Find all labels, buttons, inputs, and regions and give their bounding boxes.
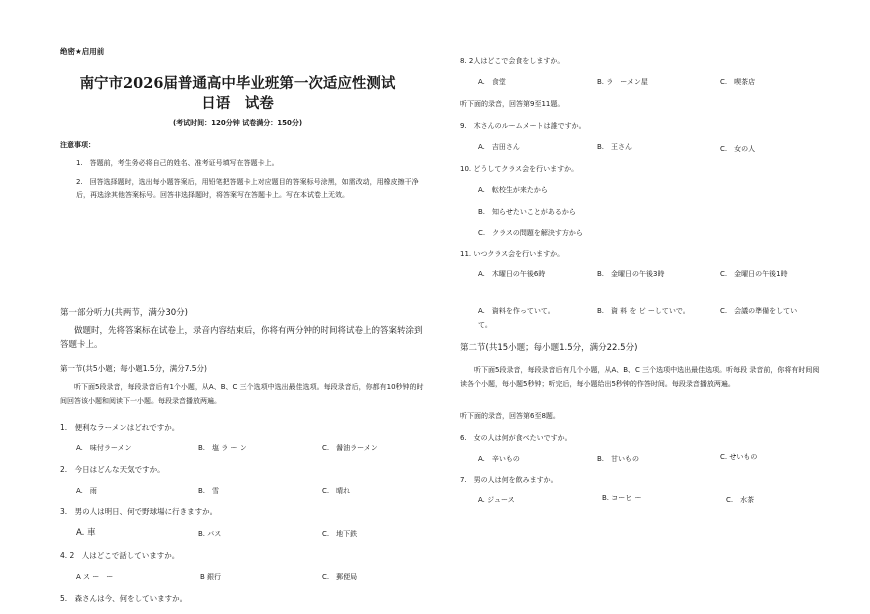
option-a: A. ジュース <box>478 496 515 504</box>
question-text: 5. 森さんは今、何をしていますか。 <box>60 594 188 603</box>
section2-heading: 第二节(共15小题；每小题1.5分，满分22.5分) <box>460 343 638 353</box>
option-c: C. 水茶 <box>726 496 755 504</box>
option-b: B. 知らせたいことがあるから <box>478 208 576 216</box>
option-b: B. 甘いもの <box>597 455 640 463</box>
option-c: C. 会議の準備をしてい <box>720 307 798 315</box>
option-a: A. 木曜日の午後6時 <box>478 270 546 278</box>
option-b: B. 金曜日の午後3時 <box>597 270 665 278</box>
question-text: 2. 今日はどんな天気ですか。 <box>60 465 165 474</box>
question-text: 9. 木さんのルームメートは誰ですか。 <box>460 122 586 130</box>
question-text: 1. 便利なラーメンはどれですか。 <box>60 423 180 432</box>
option-a: A. 資料を作っていて。 <box>478 307 555 315</box>
option-b: B. ラ ーメン屋 <box>597 78 648 86</box>
section1-description: 听下面5段录音，每段录音后有1个小题，从A、B、C 三个选项中选出最佳选项。每段录音后，你都有10秒钟的时间回答该小题和阅读下一小题。每段录音播放两遍。 <box>60 383 424 405</box>
exam-title: 南宁市2026届普通高中毕业班第一次适应性测试 <box>79 75 396 92</box>
option-b: B 銀行 <box>200 573 222 581</box>
option-c: C. 晴れ <box>322 487 351 495</box>
question-text: 3. 男の人は明日、何で野球場に行きますか。 <box>60 507 218 516</box>
option-a: A. 雨 <box>76 487 97 495</box>
option-a: A. 味付ラーメン <box>76 444 132 452</box>
option-a: A. 車 <box>76 528 96 538</box>
exam-info: (考试时间：120分钟 试卷满分：150分) <box>172 119 303 127</box>
confidential-mark: 绝密★启用前 <box>60 47 105 56</box>
part1-description: 做题时，先将答案标在试卷上，录音内容结束后，你将有两分钟的时间将试卷上的答案转涂到答题卡上。 <box>60 326 423 350</box>
question-text: 4. 2 人はどこで話していますか。 <box>60 551 180 560</box>
question-text: 8. 2人はどこで会食をしますか。 <box>460 57 565 65</box>
option-b: B. 資 料 を ビ ーしていで。 <box>597 307 690 315</box>
listen-instruction-9-11: 听下面的录音，回答第9至11题。 <box>460 100 565 108</box>
note-1: 1. 答题前，考生务必将自己的姓名、准考证号填写在答题卡上。 <box>76 159 279 167</box>
option-c: C. 女の人 <box>720 145 756 153</box>
option-a: A. 転校生が来たから <box>478 186 548 194</box>
question-text: 6. 女の人は何が食べたいですか。 <box>460 434 572 442</box>
option-c: C. クラスの問題を解決す方から <box>478 229 583 237</box>
question-text: 10. どうしてクラス会を行いますか。 <box>460 165 579 173</box>
option-c: C. 醤油ラーメン <box>322 444 378 452</box>
option-a: A. 吉田さん <box>478 143 520 151</box>
option-b: B. バス <box>198 530 222 538</box>
notes-heading: 注意事项： <box>60 141 95 149</box>
option-c: C. せいもの <box>720 453 758 461</box>
section1-heading: 第一节(共5小题；每小题1.5分，满分7.5分) <box>60 364 207 373</box>
option-c: C. 郵便局 <box>322 573 358 581</box>
exam-subtitle: 日语 试卷 <box>201 95 274 112</box>
option-a: A. 辛いもの <box>478 455 520 463</box>
option-a: A. 食堂 <box>478 78 506 86</box>
option-b: B. 雪 <box>198 487 220 495</box>
question-text: 7. 男の人は何を飲みますか。 <box>460 476 558 484</box>
option-c-continued: て。 <box>478 321 492 329</box>
section2-description: 听下面5段录音，每段录音后有几个小题，从A、B、C 三个选项中选出最佳选项。听每段 录音前，你将有时间阅读各个小题，每小题5秒钟；听完后，每小题给出5秒钟的作答时间。每段录音播放两遍。 <box>460 366 820 388</box>
listen-instruction-6-8: 听下面的录音，回答第6至8题。 <box>460 412 560 420</box>
part1-heading: 第一部分听力(共两节，满分30分) <box>60 308 188 318</box>
question-text: 11. いつクラス会を行いますか。 <box>460 250 565 258</box>
note-2: 2. 回答选择题时，选出每小题答案后，用铅笔把答题卡上对应题目的答案标号涂黑，如需改动，用橡皮擦干净后，再选涂其他答案标号。回答非选择题时，将答案写在答题卡上。写在本试卷上无效。 <box>76 178 419 199</box>
option-c: C. 金曜日の午後1時 <box>720 270 788 278</box>
option-c: C. 地下鉄 <box>322 530 358 538</box>
option-b: B. 塩 ラ ー ン <box>198 444 247 452</box>
option-c: C. 喫茶店 <box>720 78 756 86</box>
option-a: A ス ー ー <box>76 573 114 581</box>
option-b: B. コーヒ ー <box>602 494 642 502</box>
option-b: B. 王さん <box>597 143 633 151</box>
